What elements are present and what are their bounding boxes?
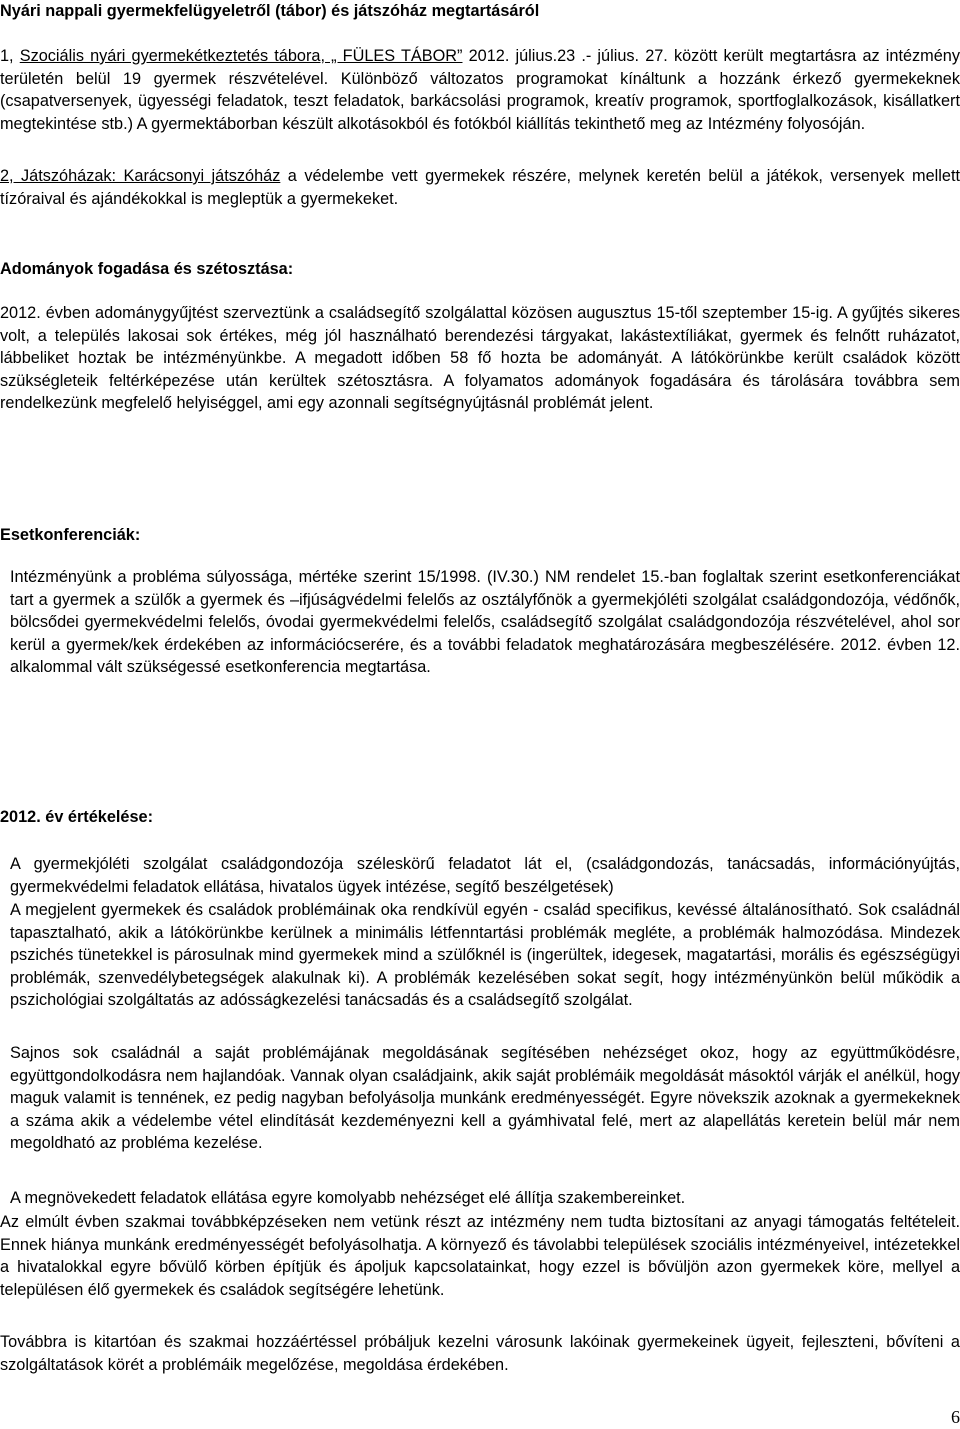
case-conference-heading: Esetkonferenciák: <box>0 526 141 544</box>
evaluation-paragraph-1: A gyermekjóléti szolgálat családgondozója széleskörű feladatot lát el, (családgondozás, tanácsadás, információnyújtás, gyermekvédelmi feladatok ellátása, hivatalos ügyek intézése, segítő beszélgetések) <box>10 855 960 896</box>
case-conference-text-3: –ifjúságvédelmi felelős az osztályfőnök a gyermekjóléti szolgálat családgondozója, védőnők, bölcsődei gyermekvédelmi felelős, óvodai gyermekvédelmi felelős, családsegítő szolgálat családgondozója részvételével, ahol sor kerül a gyermek/kek érdekében az információcserére, és a további feladatok meghatározására megbeszélésére. 2012. évben 12. alkalommal vált szükségessé esetkonferencia megtartása. <box>10 590 960 676</box>
camp-number: 1, <box>0 47 20 65</box>
donations-paragraph: 2012. évben adománygyűjtést szerveztünk a családsegítő szolgálattal közösen augusztus 15-től szeptember 15-ig. A gyűjtés sikeres volt, a település lakosai sok értékes, még jól használható berendezési tárgyakat, lakástextíliákat, gyermek és felnőtt ruházatot, lábbeliket hoztak be intézményünkbe. A megadott időben 58 fő hozta be adományát. A látókörünkbe került családok között szükségleteik feltérképezése után kerültek szétosztásra. A folyamatos adományok fogadására és tárolására továbbra sem rendelkezünk megfelelő helyiséggel, ami egy azonnali segítségnyújtásnál problémát jelent. <box>0 304 960 412</box>
evaluation-paragraph-6: Továbbra is kitartóan és szakmai hozzáértéssel próbáljuk kezelni városunk lakóinak gyermekeinek ügyeit, fejleszteni, bővíteni a szolgáltatások körét a problémáik megelőzése, megoldása érdekében. <box>0 1333 960 1374</box>
evaluation-paragraph-2: A megjelent gyermekek és családok problémáinak oka rendkívül egyén - család specifikus, kevéssé általánosítható. Sok családnál tapasztalható, akik a látókörünkbe kerülnek a minimális létfenntartási problémák megléte, a problémák halmozódása. Mindezek pszichés tünetekkel is párosulnak mind gyermekek mind a szülőknél is (ingerültek, idegesek, magatartási, morális és egészségügyi problémák, szenvedélybetegségek alakulnak ki). A problémák kezelésében sokat segít, hogy intézményünkön belül működik a pszichológiai szolgáltatás az adósságkezelési tanácsadás és a családsegítő szolgálat. <box>10 901 960 1009</box>
document-title: Nyári nappali gyermekfelügyeletről (tábor) és játszóház megtartásáról <box>0 2 540 20</box>
camp-name: Szociális nyári gyermekétkeztetés tábora, „ FÜLES TÁBOR” <box>19 47 463 65</box>
playhouse-paragraph <box>0 165 960 210</box>
playhouse-label: 2, Játszóházak: Karácsonyi játszóház <box>0 167 281 185</box>
evaluation-paragraph-3: Sajnos sok családnál a saját problémájának megoldásának segítésében nehézséget okoz, hogy az együttműködésre, együttgondolkodásra nem hajlandóak. Vannak olyan családjaink, akik saját problémáik megoldását másoktól várják el anélkül, hogy maguk valamit is tennének, ez pedig nagyban befolyásolja munkánk eredményességét. Egyre növekszik azoknak a gyermekeknek a száma akik a védelembe vétel elindítását kezdeményezni kell a gyámhivatal felé, mert az alapellátás keretein belül már nem megoldható az probléma kezelése. <box>10 1044 960 1152</box>
case-conference-text-1: Intézményünk a probléma súlyossága, mértéke szerint 15/1998. (IV.30.) NM rendelet 15. <box>10 568 664 586</box>
page-number: 6 <box>951 1407 960 1427</box>
camp-text: 2012. július.23 .- július. 27. között került megtartásra az intézmény területén belül 19 gyermek részvételével. Különböző változatos programokat kínáltunk a hozzánk érkező gyermekeknek (csapatversenyek, ügyességi feladatok, teszt feladatok, barkácsolási programok, kreatív programok, sportfoglalkozások, kisállatkert megtekintése stb.) A gyermektáborban készült alkotásokból és fotókból kiállítás tekinthető meg az Intézmény folyosóján. <box>0 47 960 133</box>
evaluation-paragraph-4: A megnövekedett feladatok ellátása egyre komolyabb nehézséget elé állítja szakembereinket. <box>10 1189 686 1207</box>
evaluation-heading: 2012. év értékelése: <box>0 808 153 826</box>
donations-heading: Adományok fogadása és szétosztása: <box>0 260 294 278</box>
summer-camp-paragraph <box>0 45 960 135</box>
case-conference-text-2: -ban foglaltak szerint esetkonferenciákat tart a gyermek a szülők a gyermek és <box>10 568 960 609</box>
evaluation-paragraph-5: Az elmúlt évben szakmai továbbképzéseken nem vetünk részt az intézmény nem tudta biztosítani az anyagi támogatás feltételeit. Ennek hiánya munkánk eredményességét befolyásolhatja. A környező és távolabbi települések szociális intézményeivel, intézetekkel a hivatalokkal egyre bővülő körben építjük és ápoljuk kapcsolatainkat, hogy ezzel is bővüljön azon gyermekek köre, mellyel a településen élő gyermekek és családok segítségére lehetünk. <box>0 1213 960 1299</box>
case-conference-paragraph <box>0 566 960 679</box>
playhouse-text: a védelembe vett gyermekek részére, melynek keretén belül a játékok, versenyek mellett tízóraival és ajándékokkal is megleptük a gyermekeket. <box>0 167 960 208</box>
